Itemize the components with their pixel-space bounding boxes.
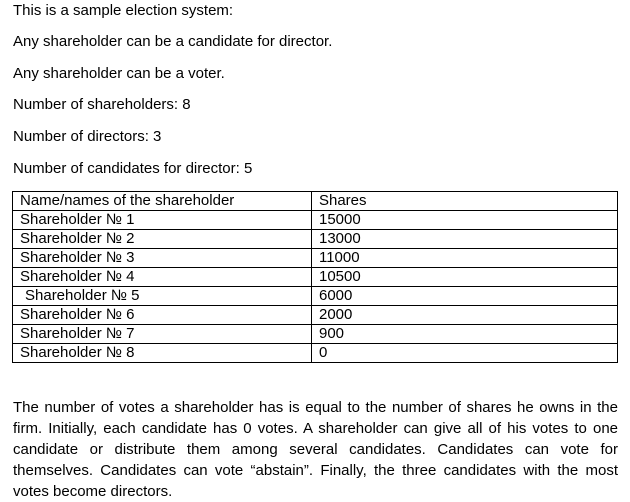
shareholder-shares: 2000	[311, 306, 617, 325]
shareholder-name: Shareholder № 6	[13, 306, 312, 325]
rule-voter: Any shareholder can be a voter.	[13, 65, 225, 82]
table-row	[13, 249, 618, 268]
shareholder-shares: 0	[311, 344, 617, 363]
candidate-count: Number of candidates for director: 5	[13, 160, 253, 177]
shareholder-shares: 6000	[311, 287, 617, 306]
rule-candidate: Any shareholder can be a candidate for director.	[13, 33, 333, 50]
shareholder-name: Shareholder № 5	[13, 287, 312, 306]
table-row	[13, 306, 618, 325]
director-count: Number of directors: 3	[13, 128, 162, 145]
table-row	[13, 344, 618, 363]
shareholder-name: Shareholder № 7	[13, 325, 312, 344]
shareholder-name: Shareholder № 3	[13, 249, 312, 268]
column-header-name: Name/names of the shareholder	[13, 192, 312, 211]
shareholder-shares: 900	[311, 325, 617, 344]
shareholder-name: Shareholder № 1	[13, 211, 312, 230]
table-row	[13, 268, 618, 287]
shareholder-name: Shareholder № 4	[13, 268, 312, 287]
table-row	[13, 325, 618, 344]
shareholder-shares: 15000	[311, 211, 617, 230]
voting-rules-paragraph: The number of votes a shareholder has is equal to the number of shares he owns in the firm. Initially, each candidate has 0 votes. A shareholder can give all of his votes to one candidate or distribute them among several candidates. Candidates can vote for themselves. Candidates can vote “abstain”. Finally, the three candidates with the most votes become directors.	[13, 399, 618, 500]
intro-heading: This is a sample election system:	[13, 2, 234, 19]
table-row	[13, 211, 618, 230]
shareholder-name: Shareholder № 8	[13, 344, 312, 363]
shareholder-shares: 13000	[311, 230, 617, 249]
table-row	[13, 287, 618, 306]
shareholder-table	[12, 191, 618, 363]
shareholder-count: Number of shareholders: 8	[13, 96, 191, 113]
shareholder-name: Shareholder № 2	[13, 230, 312, 249]
table-header-row	[13, 192, 618, 211]
shareholder-shares: 11000	[311, 249, 617, 268]
column-header-shares: Shares	[311, 192, 617, 211]
shareholder-shares: 10500	[311, 268, 617, 287]
table-row	[13, 230, 618, 249]
